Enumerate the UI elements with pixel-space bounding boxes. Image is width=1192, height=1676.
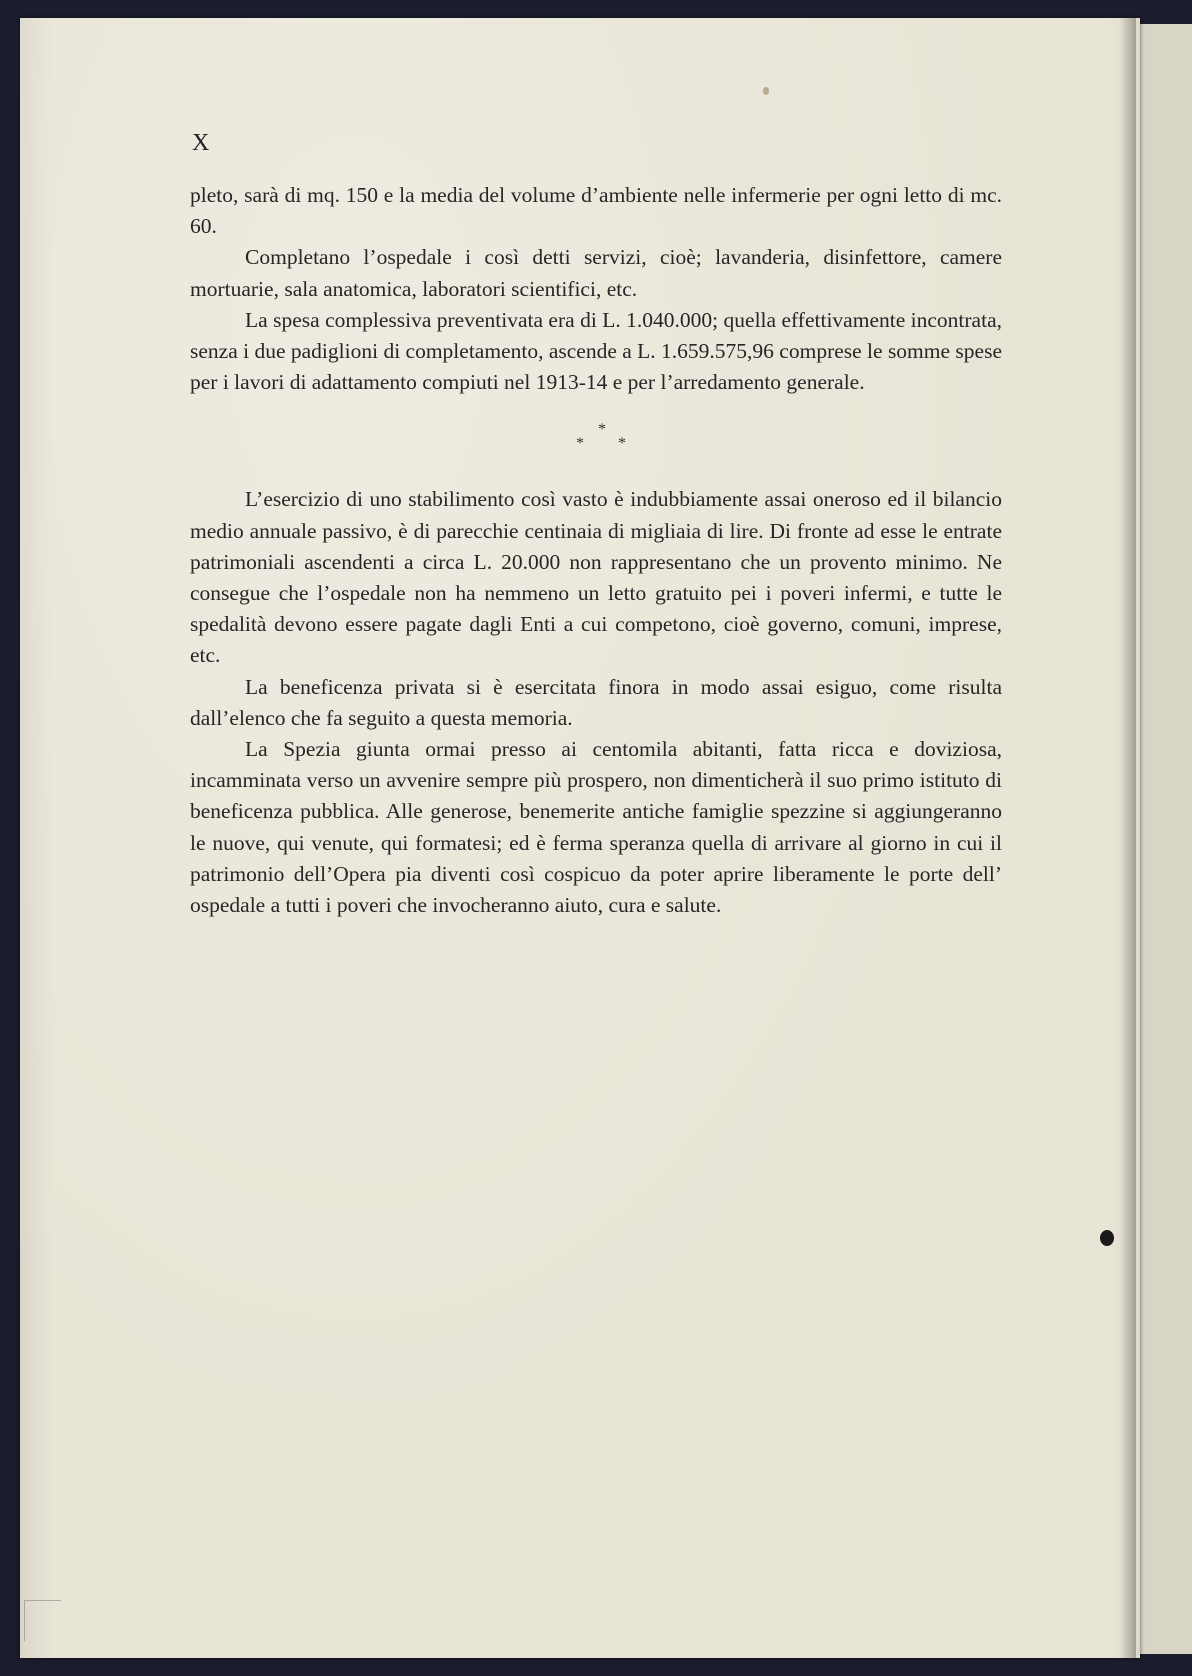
paper-speck — [763, 87, 769, 95]
paragraph-costs: La spesa complessiva preventivata era di L. 1.040.000; quella effettivamente incontrata, senza i due padiglioni di completamento, ascende a L. 1.659.575,96 comprese le somme spese per i lavori di adattamento compiuti nel 1913-14 e per l’arredamento generale. — [190, 307, 1002, 395]
gutter-shadow — [1120, 18, 1136, 1658]
paragraph-continuation: pleto, sarà di mq. 150 e la media del volume d’ambiente nelle infermerie per ogni letto di mc. 60. — [190, 183, 1002, 239]
paragraph-operations: L’esercizio di uno stabilimento così vasto è indubbiamente assai oneroso ed il bilancio medio annuale passivo, è di parecchie centinaia di migliaia di lire. Di fronte ad esse le entrate patrimoniali ascendenti a circa L. 20.000 non rappresentano che un provento minimo. Ne consegue che l’ospedale non ha nemmeno un letto gratuito pei i poveri infermi, e tutte le spedalità devono essere pagate dagli Enti a cui competono, cioè governo, comuni, imprese, etc. — [190, 487, 1002, 668]
paragraph-la-spezia: La Spezia giunta ormai presso ai centomila abitanti, fatta ricca e doviziosa, incamminata verso un avvenire sempre più prospero, non dimenticherà il suo primo istituto di beneficenza pubblica. Alle generose, benemerite antiche famiglie spezzine si aggiungeranno le nuove, qui venute, qui formatesi; ed è ferma speranza quella di arrivare al giorno in cui il patrimonio dell’Opera pia diventi così cospicuo da poter aprire liberamente le porte dell’ ospedale a tutti i poveri che invocheranno aiuto, cura e salute. — [190, 737, 1002, 918]
asterism-star: * — [598, 421, 606, 439]
page-number: X — [192, 130, 211, 156]
ink-spot — [1100, 1230, 1114, 1246]
adjacent-page-edge — [1133, 24, 1192, 1654]
paragraph-services: Completano l’ospedale i così detti servizi, cioè; lavanderia, disinfettore, camere mortuarie, sala anatomica, laboratori scientifici, etc. — [190, 245, 1002, 301]
page-corner-wear — [24, 1600, 61, 1641]
body-text — [190, 180, 1002, 921]
asterism-star: * — [618, 435, 626, 453]
asterism-star: * — [576, 435, 584, 453]
paragraph-private-charity: La beneficenza privata si è esercitata finora in modo assai esiguo, come risulta dall’elenco che fa seguito a questa memoria. — [190, 674, 1002, 730]
section-separator-asterism — [190, 398, 1002, 484]
